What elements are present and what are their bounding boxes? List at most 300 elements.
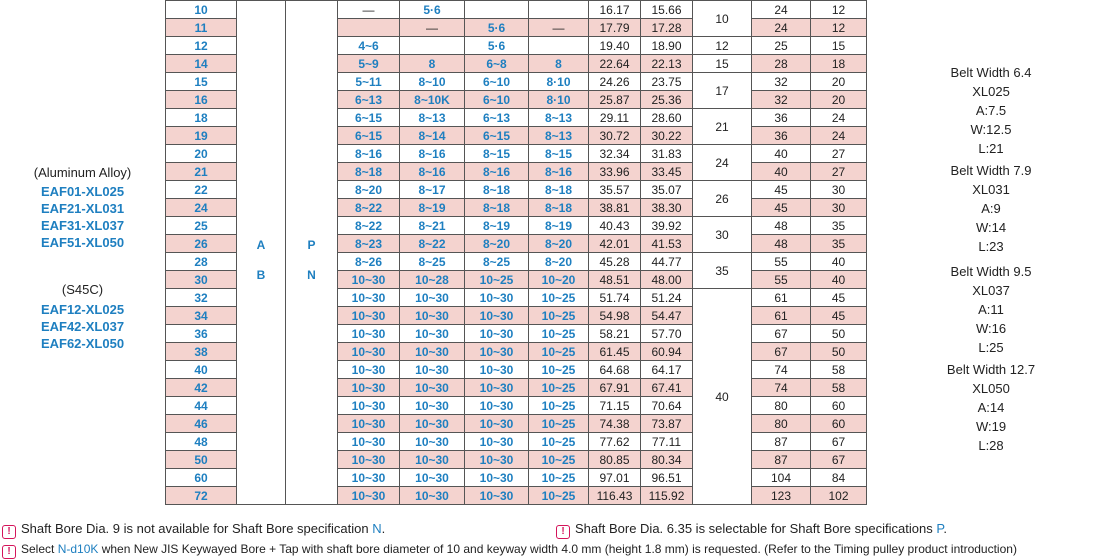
bore-range-4-cell: 10~25 [529, 361, 589, 379]
bore-range-3-cell: 5·6 [465, 37, 529, 55]
length-g-cell: 40 [811, 253, 867, 271]
pitch-dia-cell: 67.41 [641, 379, 693, 397]
bore-range-2-cell: 8~14 [400, 127, 465, 145]
teeth-cell: 26 [166, 235, 237, 253]
bore-range-2-cell: 8~17 [400, 181, 465, 199]
belt-code-1: XL025 [972, 84, 1010, 99]
bore-range-3-cell: 10~30 [465, 451, 529, 469]
steel-part-1: EAF12-XL025 [40, 302, 125, 317]
pitch-dia-cell: 38.30 [641, 199, 693, 217]
bore-range-2-cell: 10~30 [400, 487, 465, 505]
warning-icon: ! [2, 525, 16, 539]
outer-dia-cell: 22.64 [589, 55, 641, 73]
teeth-cell: 60 [166, 469, 237, 487]
bore-range-2-cell: 10~30 [400, 415, 465, 433]
outer-dia-cell: 97.01 [589, 469, 641, 487]
bore-range-2-cell: 10~30 [400, 361, 465, 379]
outer-dia-cell: 58.21 [589, 325, 641, 343]
type-p-n-cell [286, 1, 338, 505]
aluminum-part-1: EAF01-XL025 [40, 184, 125, 199]
belt-width-title-4: Belt Width 12.7 [946, 362, 1036, 377]
spec-table [165, 0, 867, 505]
bore-range-3-cell: 6~8 [465, 55, 529, 73]
spec-n-d10k: N-d10K [57, 542, 99, 556]
belt-a-1: A:7.5 [975, 103, 1007, 118]
outer-dia-cell: 51.74 [589, 289, 641, 307]
hub-dia-cell: 12 [693, 37, 752, 55]
length-g-cell: 18 [811, 55, 867, 73]
bore-range-1-cell: 8~26 [338, 253, 400, 271]
bore-range-3-cell: 10~30 [465, 415, 529, 433]
length-f-cell: 55 [752, 271, 811, 289]
bore-range-2-cell: 10~30 [400, 397, 465, 415]
bore-range-3-cell: 6~15 [465, 127, 529, 145]
steel-label: (S45C) [61, 282, 104, 297]
teeth-cell: 72 [166, 487, 237, 505]
bore-range-3-cell: 8~20 [465, 235, 529, 253]
outer-dia-cell: 42.01 [589, 235, 641, 253]
aluminum-part-3: EAF31-XL037 [40, 218, 125, 233]
teeth-cell: 32 [166, 289, 237, 307]
length-f-cell: 28 [752, 55, 811, 73]
pitch-dia-cell: 33.45 [641, 163, 693, 181]
bore-range-4-cell: 10~20 [529, 271, 589, 289]
length-g-cell: 20 [811, 73, 867, 91]
length-f-cell: 55 [752, 253, 811, 271]
bore-range-1-cell: 8~23 [338, 235, 400, 253]
belt-w-4: W:19 [975, 419, 1007, 434]
length-f-cell: 67 [752, 343, 811, 361]
bore-range-1-cell [338, 19, 400, 37]
belt-a-2: A:9 [981, 201, 1001, 216]
bore-range-4-cell: 8·10 [529, 73, 589, 91]
pitch-dia-cell: 73.87 [641, 415, 693, 433]
length-g-cell: 30 [811, 181, 867, 199]
bore-range-1-cell: 8~18 [338, 163, 400, 181]
teeth-cell: 25 [166, 217, 237, 235]
belt-width-title-1: Belt Width 6.4 [950, 65, 1032, 80]
teeth-cell: 18 [166, 109, 237, 127]
bore-range-4-cell: 8~16 [529, 163, 589, 181]
bore-range-2-cell: 5·6 [400, 1, 465, 19]
bore-range-2-cell: 10~30 [400, 325, 465, 343]
length-g-cell: 67 [811, 451, 867, 469]
outer-dia-cell: 35.57 [589, 181, 641, 199]
bore-range-1-cell: 6~13 [338, 91, 400, 109]
teeth-cell: 46 [166, 415, 237, 433]
bore-range-1-cell: 5~11 [338, 73, 400, 91]
teeth-cell: 21 [166, 163, 237, 181]
length-f-cell: 36 [752, 127, 811, 145]
length-g-cell: 58 [811, 379, 867, 397]
length-f-cell: 32 [752, 73, 811, 91]
bore-range-2-cell: 10~30 [400, 433, 465, 451]
outer-dia-cell: 29.11 [589, 109, 641, 127]
steel-part-3: EAF62-XL050 [40, 336, 125, 351]
bore-range-3-cell: 10~30 [465, 289, 529, 307]
hub-dia-cell: 35 [693, 253, 752, 289]
belt-code-2: XL031 [972, 182, 1010, 197]
bore-range-2-cell: 8~19 [400, 199, 465, 217]
type-a-b-cell [237, 1, 286, 505]
length-g-cell: 40 [811, 271, 867, 289]
teeth-cell: 22 [166, 181, 237, 199]
bore-range-4-cell: 8~13 [529, 109, 589, 127]
bore-range-2-cell: 8~21 [400, 217, 465, 235]
bore-range-4-cell: 8~20 [529, 253, 589, 271]
bore-range-1-cell: 6~15 [338, 109, 400, 127]
outer-dia-cell: 32.34 [589, 145, 641, 163]
length-f-cell: 24 [752, 19, 811, 37]
hub-dia-cell: 17 [693, 73, 752, 109]
outer-dia-cell: 64.68 [589, 361, 641, 379]
length-g-cell: 67 [811, 433, 867, 451]
pitch-dia-cell: 18.90 [641, 37, 693, 55]
outer-dia-cell: 77.62 [589, 433, 641, 451]
bore-range-2-cell: 8~10K [400, 91, 465, 109]
pitch-dia-cell: 25.36 [641, 91, 693, 109]
hub-dia-cell: 40 [693, 289, 752, 505]
belt-l-3: L:25 [978, 340, 1004, 355]
pitch-dia-cell: 80.34 [641, 451, 693, 469]
bore-range-1-cell: 10~30 [338, 433, 400, 451]
length-g-cell: 15 [811, 37, 867, 55]
bore-range-3-cell: 10~30 [465, 343, 529, 361]
length-g-cell: 45 [811, 307, 867, 325]
bore-range-4-cell: 8~20 [529, 235, 589, 253]
length-f-cell: 40 [752, 163, 811, 181]
note-keyway: ! Select N-d10K when New JIS Keywayed Bore + Tap with shaft bore diameter of 10 and keyway width 4.0 mm (height 1.8 mm) is requested. (Refer to the Timing pulley product introduction) [2, 542, 1017, 559]
length-f-cell: 24 [752, 1, 811, 19]
outer-dia-cell: 25.87 [589, 91, 641, 109]
bore-range-2-cell: 8~10 [400, 73, 465, 91]
bore-range-1-cell: 10~30 [338, 487, 400, 505]
bore-range-4-cell: 8~19 [529, 217, 589, 235]
belt-code-4: XL050 [972, 381, 1010, 396]
bore-range-3-cell: 6~13 [465, 109, 529, 127]
outer-dia-cell: 16.17 [589, 1, 641, 19]
bore-range-4-cell: 8~13 [529, 127, 589, 145]
bore-range-3-cell: 10~30 [465, 307, 529, 325]
bore-range-4-cell: 10~25 [529, 469, 589, 487]
bore-range-1-cell: 8~20 [338, 181, 400, 199]
bore-range-3-cell: 10~30 [465, 325, 529, 343]
bore-range-2-cell: 10~30 [400, 343, 465, 361]
bore-range-3-cell: 8~19 [465, 217, 529, 235]
table-row [166, 1, 867, 19]
bore-range-1-cell: 10~30 [338, 325, 400, 343]
bore-range-4-cell: 10~25 [529, 433, 589, 451]
outer-dia-cell: 33.96 [589, 163, 641, 181]
pitch-dia-cell: 28.60 [641, 109, 693, 127]
note-bore-635: ! Shaft Bore Dia. 6.35 is selectable for Shaft Bore specifications P. [556, 521, 947, 539]
hub-dia-cell: 30 [693, 217, 752, 253]
bore-range-3-cell: 8~18 [465, 181, 529, 199]
type-a-label: A [256, 238, 266, 252]
bore-range-3-cell: 10~30 [465, 379, 529, 397]
pitch-dia-cell: 64.17 [641, 361, 693, 379]
bore-range-1-cell: 10~30 [338, 361, 400, 379]
teeth-cell: 42 [166, 379, 237, 397]
bore-range-3-cell: 8~18 [465, 199, 529, 217]
pitch-dia-cell: 39.92 [641, 217, 693, 235]
bore-range-3-cell: 10~25 [465, 271, 529, 289]
type-p-label: P [307, 238, 316, 252]
pitch-dia-cell: 48.00 [641, 271, 693, 289]
belt-width-title-3: Belt Width 9.5 [950, 264, 1032, 279]
bore-range-4-cell: 10~25 [529, 451, 589, 469]
length-g-cell: 50 [811, 343, 867, 361]
bore-range-2-cell: 8~13 [400, 109, 465, 127]
length-f-cell: 80 [752, 415, 811, 433]
bore-range-2-cell: 10~30 [400, 451, 465, 469]
length-f-cell: 74 [752, 379, 811, 397]
teeth-cell: 16 [166, 91, 237, 109]
teeth-cell: 20 [166, 145, 237, 163]
pitch-dia-cell: 35.07 [641, 181, 693, 199]
bore-range-1-cell: — [338, 1, 400, 19]
bore-range-4-cell: 10~25 [529, 325, 589, 343]
hub-dia-cell: 21 [693, 109, 752, 145]
belt-w-1: W:12.5 [970, 122, 1012, 137]
bore-range-2-cell: 10~30 [400, 379, 465, 397]
pitch-dia-cell: 17.28 [641, 19, 693, 37]
pitch-dia-cell: 31.83 [641, 145, 693, 163]
bore-range-2-cell: 10~28 [400, 271, 465, 289]
bore-range-1-cell: 10~30 [338, 469, 400, 487]
note-bore-9: ! Shaft Bore Dia. 9 is not available for Shaft Bore specification N. [2, 521, 385, 539]
bore-range-1-cell: 10~30 [338, 379, 400, 397]
teeth-cell: 30 [166, 271, 237, 289]
bore-range-2-cell: 8~25 [400, 253, 465, 271]
belt-w-3: W:16 [975, 321, 1007, 336]
outer-dia-cell: 45.28 [589, 253, 641, 271]
pitch-dia-cell: 22.13 [641, 55, 693, 73]
bore-range-1-cell: 8~22 [338, 199, 400, 217]
length-f-cell: 80 [752, 397, 811, 415]
bore-range-3-cell: 10~30 [465, 487, 529, 505]
hub-dia-cell: 26 [693, 181, 752, 217]
bore-range-4-cell: 8~15 [529, 145, 589, 163]
bore-range-3-cell: 10~30 [465, 361, 529, 379]
bore-range-4-cell: 8~18 [529, 181, 589, 199]
bore-range-1-cell: 4~6 [338, 37, 400, 55]
length-g-cell: 12 [811, 19, 867, 37]
length-f-cell: 87 [752, 451, 811, 469]
length-f-cell: 87 [752, 433, 811, 451]
bore-range-4-cell: 10~25 [529, 343, 589, 361]
length-f-cell: 123 [752, 487, 811, 505]
pitch-dia-cell: 70.64 [641, 397, 693, 415]
belt-l-4: L:28 [978, 438, 1004, 453]
length-f-cell: 45 [752, 199, 811, 217]
teeth-cell: 19 [166, 127, 237, 145]
bore-range-1-cell: 10~30 [338, 271, 400, 289]
pitch-dia-cell: 15.66 [641, 1, 693, 19]
length-g-cell: 30 [811, 199, 867, 217]
bore-range-1-cell: 8~16 [338, 145, 400, 163]
aluminum-part-2: EAF21-XL031 [40, 201, 125, 216]
bore-range-3-cell: 10~30 [465, 433, 529, 451]
bore-range-4-cell: 8·10 [529, 91, 589, 109]
pitch-dia-cell: 30.22 [641, 127, 693, 145]
pitch-dia-cell: 44.77 [641, 253, 693, 271]
bore-range-2-cell: — [400, 19, 465, 37]
length-g-cell: 27 [811, 145, 867, 163]
pitch-dia-cell: 115.92 [641, 487, 693, 505]
spec-p-link: P [936, 521, 944, 536]
pitch-dia-cell: 51.24 [641, 289, 693, 307]
teeth-cell: 14 [166, 55, 237, 73]
length-g-cell: 60 [811, 415, 867, 433]
bore-range-2-cell: 8~22 [400, 235, 465, 253]
bore-range-1-cell: 10~30 [338, 307, 400, 325]
teeth-cell: 34 [166, 307, 237, 325]
pitch-dia-cell: 77.11 [641, 433, 693, 451]
bore-range-2-cell: 10~30 [400, 469, 465, 487]
bore-range-3-cell [465, 1, 529, 19]
length-f-cell: 45 [752, 181, 811, 199]
length-g-cell: 27 [811, 163, 867, 181]
bore-range-1-cell: 5~9 [338, 55, 400, 73]
teeth-cell: 50 [166, 451, 237, 469]
length-f-cell: 36 [752, 109, 811, 127]
belt-code-3: XL037 [972, 283, 1010, 298]
part-number-column [0, 0, 165, 514]
bore-range-3-cell: 5·6 [465, 19, 529, 37]
length-g-cell: 35 [811, 235, 867, 253]
outer-dia-cell: 116.43 [589, 487, 641, 505]
length-f-cell: 67 [752, 325, 811, 343]
bore-range-1-cell: 10~30 [338, 415, 400, 433]
bore-range-3-cell: 6~10 [465, 91, 529, 109]
length-g-cell: 50 [811, 325, 867, 343]
pitch-dia-cell: 23.75 [641, 73, 693, 91]
bore-range-2-cell: 8~16 [400, 163, 465, 181]
bore-range-1-cell: 8~22 [338, 217, 400, 235]
belt-l-2: L:23 [978, 239, 1004, 254]
pitch-dia-cell: 54.47 [641, 307, 693, 325]
length-g-cell: 102 [811, 487, 867, 505]
bore-range-3-cell: 8~16 [465, 163, 529, 181]
bore-range-4-cell: 10~25 [529, 415, 589, 433]
bore-range-4-cell: 10~25 [529, 487, 589, 505]
bore-range-3-cell: 8~15 [465, 145, 529, 163]
outer-dia-cell: 30.72 [589, 127, 641, 145]
length-f-cell: 48 [752, 235, 811, 253]
length-f-cell: 61 [752, 307, 811, 325]
bore-range-2-cell: 10~30 [400, 289, 465, 307]
bore-range-4-cell: — [529, 19, 589, 37]
teeth-cell: 38 [166, 343, 237, 361]
belt-l-1: L:21 [978, 141, 1004, 156]
length-g-cell: 35 [811, 217, 867, 235]
belt-a-3: A:11 [978, 302, 1004, 317]
bore-range-1-cell: 10~30 [338, 397, 400, 415]
bore-range-1-cell: 10~30 [338, 451, 400, 469]
teeth-cell: 36 [166, 325, 237, 343]
bore-range-3-cell: 10~30 [465, 397, 529, 415]
outer-dia-cell: 67.91 [589, 379, 641, 397]
length-g-cell: 58 [811, 361, 867, 379]
bore-range-4-cell [529, 37, 589, 55]
outer-dia-cell: 71.15 [589, 397, 641, 415]
pitch-dia-cell: 41.53 [641, 235, 693, 253]
warning-icon: ! [556, 525, 570, 539]
hub-dia-cell: 15 [693, 55, 752, 73]
bore-range-4-cell: 8~18 [529, 199, 589, 217]
bore-range-4-cell: 8 [529, 55, 589, 73]
outer-dia-cell: 40.43 [589, 217, 641, 235]
length-g-cell: 84 [811, 469, 867, 487]
length-g-cell: 45 [811, 289, 867, 307]
teeth-cell: 12 [166, 37, 237, 55]
bore-range-2-cell [400, 37, 465, 55]
bore-range-2-cell: 8 [400, 55, 465, 73]
outer-dia-cell: 17.79 [589, 19, 641, 37]
length-g-cell: 24 [811, 127, 867, 145]
length-f-cell: 48 [752, 217, 811, 235]
length-g-cell: 20 [811, 91, 867, 109]
outer-dia-cell: 48.51 [589, 271, 641, 289]
bore-range-1-cell: 6~15 [338, 127, 400, 145]
warning-icon: ! [2, 545, 16, 559]
bore-range-3-cell: 6~10 [465, 73, 529, 91]
length-f-cell: 74 [752, 361, 811, 379]
spec-n-link: N [372, 521, 382, 536]
outer-dia-cell: 19.40 [589, 37, 641, 55]
type-n-label: N [307, 268, 316, 282]
outer-dia-cell: 74.38 [589, 415, 641, 433]
bore-range-2-cell: 8~16 [400, 145, 465, 163]
teeth-cell: 40 [166, 361, 237, 379]
length-f-cell: 32 [752, 91, 811, 109]
pitch-dia-cell: 57.70 [641, 325, 693, 343]
belt-width-title-2: Belt Width 7.9 [950, 163, 1032, 178]
pitch-dia-cell: 60.94 [641, 343, 693, 361]
outer-dia-cell: 54.98 [589, 307, 641, 325]
length-g-cell: 60 [811, 397, 867, 415]
teeth-cell: 10 [166, 1, 237, 19]
hub-dia-cell: 24 [693, 145, 752, 181]
outer-dia-cell: 38.81 [589, 199, 641, 217]
teeth-cell: 24 [166, 199, 237, 217]
length-f-cell: 61 [752, 289, 811, 307]
length-g-cell: 24 [811, 109, 867, 127]
bore-range-4-cell: 10~25 [529, 379, 589, 397]
pitch-dia-cell: 96.51 [641, 469, 693, 487]
length-f-cell: 40 [752, 145, 811, 163]
type-b-label: B [256, 268, 266, 282]
bore-range-1-cell: 10~30 [338, 289, 400, 307]
bore-range-4-cell [529, 1, 589, 19]
length-f-cell: 25 [752, 37, 811, 55]
teeth-cell: 11 [166, 19, 237, 37]
outer-dia-cell: 24.26 [589, 73, 641, 91]
bore-range-2-cell: 10~30 [400, 307, 465, 325]
teeth-cell: 48 [166, 433, 237, 451]
steel-part-2: EAF42-XL037 [40, 319, 125, 334]
bore-range-4-cell: 10~25 [529, 397, 589, 415]
belt-w-2: W:14 [975, 220, 1007, 235]
belt-spec-column [872, 0, 1110, 514]
teeth-cell: 28 [166, 253, 237, 271]
bore-range-4-cell: 10~25 [529, 289, 589, 307]
outer-dia-cell: 61.45 [589, 343, 641, 361]
bore-range-3-cell: 10~30 [465, 469, 529, 487]
length-g-cell: 12 [811, 1, 867, 19]
bore-range-4-cell: 10~25 [529, 307, 589, 325]
